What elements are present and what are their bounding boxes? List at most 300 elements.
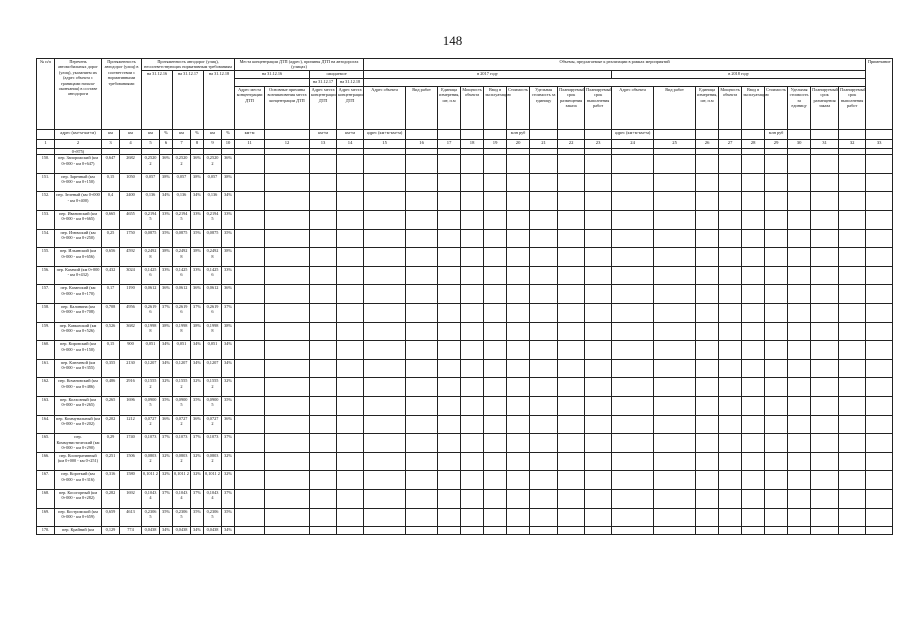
pct-2017: 37% bbox=[191, 434, 204, 453]
empty-cell bbox=[507, 192, 530, 211]
km-2017: 0,0803 2 bbox=[173, 452, 191, 471]
km-2018: 0,2520 2 bbox=[204, 155, 222, 174]
road-name: пер. Колхозный (км 0+000 - км 0+265) bbox=[55, 396, 102, 415]
pct-2017: 38% bbox=[191, 248, 204, 267]
empty-cell bbox=[484, 415, 507, 434]
empty-cell bbox=[235, 508, 265, 527]
empty-cell bbox=[866, 173, 893, 192]
pct-2017: 35% bbox=[191, 229, 204, 248]
empty-cell bbox=[719, 192, 742, 211]
empty-cell bbox=[484, 378, 507, 397]
empty-cell bbox=[406, 341, 438, 360]
pct-2018: 32% bbox=[222, 471, 235, 490]
road-length: 0,708 bbox=[102, 303, 120, 322]
road-length: 0,665 bbox=[102, 211, 120, 230]
column-number: 32 bbox=[839, 139, 866, 148]
km-2017: 0,0875 bbox=[173, 229, 191, 248]
empty-cell bbox=[337, 508, 364, 527]
empty-cell bbox=[765, 452, 788, 471]
pct-2018: 36% bbox=[222, 415, 235, 434]
pct-2016: 34% bbox=[160, 192, 173, 211]
empty-cell bbox=[719, 211, 742, 230]
header-row-units bbox=[37, 129, 893, 139]
empty-cell bbox=[558, 396, 585, 415]
empty-cell bbox=[654, 155, 696, 174]
empty-cell bbox=[654, 527, 696, 535]
km-2017: 0,057 bbox=[173, 173, 191, 192]
empty-cell bbox=[235, 471, 265, 490]
empty-cell bbox=[530, 378, 558, 397]
empty-cell bbox=[406, 434, 438, 453]
km-2018: 0,2194 5 bbox=[204, 211, 222, 230]
empty-cell bbox=[265, 303, 310, 322]
km-2018: 0,0875 bbox=[204, 229, 222, 248]
empty-cell bbox=[696, 341, 719, 360]
empty-cell bbox=[337, 527, 364, 535]
empty-cell bbox=[461, 248, 484, 267]
empty-cell bbox=[811, 434, 839, 453]
empty-cell bbox=[265, 508, 310, 527]
empty-cell bbox=[742, 471, 765, 490]
empty-cell bbox=[235, 434, 265, 453]
empty-cell bbox=[364, 396, 406, 415]
empty-cell bbox=[530, 155, 558, 174]
empty-cell bbox=[438, 452, 461, 471]
empty-cell bbox=[337, 229, 364, 248]
empty-cell bbox=[265, 211, 310, 230]
length-m: 3024 bbox=[120, 266, 142, 285]
road-name: пер. Короткий (км 0+000 - км 0+316) bbox=[55, 471, 102, 490]
empty-cell bbox=[406, 266, 438, 285]
pct-2018: 34% bbox=[222, 192, 235, 211]
pct-2017: 32% bbox=[191, 452, 204, 471]
column-number: 26 bbox=[696, 139, 719, 148]
row-number: 158. bbox=[37, 303, 55, 322]
empty-cell bbox=[585, 415, 612, 434]
empty-cell bbox=[696, 229, 719, 248]
empty-cell bbox=[310, 211, 337, 230]
road-length: 0,202 bbox=[102, 415, 120, 434]
empty-cell bbox=[742, 248, 765, 267]
empty-cell bbox=[461, 229, 484, 248]
empty-cell bbox=[765, 248, 788, 267]
pct-2017: 34% bbox=[191, 341, 204, 360]
empty-cell bbox=[696, 322, 719, 341]
header-year-2018: в 2018 году bbox=[612, 70, 866, 78]
pct-2016: 34% bbox=[160, 341, 173, 360]
empty-cell bbox=[839, 434, 866, 453]
empty-cell bbox=[742, 229, 765, 248]
length-m: 2130 bbox=[120, 359, 142, 378]
empty-cell bbox=[507, 266, 530, 285]
km-2016: 0,0875 bbox=[142, 229, 160, 248]
empty-cell bbox=[337, 173, 364, 192]
row-number: 159. bbox=[37, 322, 55, 341]
empty-cell bbox=[719, 229, 742, 248]
empty-cell bbox=[612, 155, 654, 174]
empty-cell bbox=[484, 452, 507, 471]
empty-cell bbox=[866, 192, 893, 211]
empty-cell bbox=[265, 285, 310, 304]
table-row bbox=[37, 396, 893, 415]
empty-cell bbox=[438, 508, 461, 527]
column-number: 27 bbox=[719, 139, 742, 148]
empty-cell bbox=[866, 285, 893, 304]
empty-cell bbox=[696, 452, 719, 471]
pct-2016: 37% bbox=[160, 489, 173, 508]
header-obj-addr-2017: Адрес объекта bbox=[364, 86, 406, 129]
unit-kmm-3: км+м bbox=[337, 129, 364, 139]
empty-cell bbox=[719, 396, 742, 415]
road-length: 0,647 bbox=[102, 155, 120, 174]
pct-2016: 38% bbox=[160, 322, 173, 341]
column-number: 16 bbox=[406, 139, 438, 148]
empty-cell bbox=[811, 322, 839, 341]
empty-cell bbox=[265, 229, 310, 248]
row-number: 154. bbox=[37, 229, 55, 248]
empty-cell bbox=[235, 285, 265, 304]
empty-cell bbox=[364, 489, 406, 508]
empty-cell bbox=[364, 378, 406, 397]
empty-cell bbox=[558, 285, 585, 304]
empty-cell bbox=[866, 452, 893, 471]
empty-cell bbox=[585, 434, 612, 453]
table-row bbox=[37, 489, 893, 508]
empty-cell bbox=[696, 378, 719, 397]
empty-cell bbox=[654, 285, 696, 304]
km-2018: 0,051 bbox=[204, 341, 222, 360]
road-name: пер. Ивановский (км 0+000 - км 0+665) bbox=[55, 211, 102, 230]
empty-cell bbox=[438, 341, 461, 360]
empty-cell bbox=[461, 452, 484, 471]
empty-cell bbox=[310, 285, 337, 304]
road-register-table bbox=[36, 58, 891, 535]
row-number: 165. bbox=[37, 434, 55, 453]
empty-cell bbox=[364, 266, 406, 285]
header-volume-spacer bbox=[364, 78, 866, 86]
empty-cell bbox=[765, 155, 788, 174]
empty-cell bbox=[507, 415, 530, 434]
road-name: пер. Ильинский (км 0+000 - км 0+656) bbox=[55, 248, 102, 267]
pct-2017: 36% bbox=[191, 415, 204, 434]
empty-cell bbox=[438, 415, 461, 434]
unit-kmm-2: км+м bbox=[310, 129, 337, 139]
empty-cell bbox=[310, 155, 337, 174]
empty-cell bbox=[719, 303, 742, 322]
header-reason: Основные причины возникновения места концентрации ДТП bbox=[265, 86, 310, 129]
header-conc-addr: Адрес места концентрации ДТП bbox=[235, 86, 265, 129]
empty-cell bbox=[839, 285, 866, 304]
empty-cell bbox=[765, 508, 788, 527]
empty-cell bbox=[265, 322, 310, 341]
row-number: 156. bbox=[37, 266, 55, 285]
empty-cell bbox=[719, 285, 742, 304]
km-2017: 0,1073 bbox=[173, 434, 191, 453]
empty-cell bbox=[558, 303, 585, 322]
empty-cell bbox=[866, 155, 893, 174]
empty-cell bbox=[364, 192, 406, 211]
km-2017: 0,1998 8 bbox=[173, 322, 191, 341]
empty-cell bbox=[742, 285, 765, 304]
road-name: пер. Запорожский (км 0+000 - км 0+647) bbox=[55, 155, 102, 174]
empty-cell bbox=[788, 266, 811, 285]
empty-cell bbox=[742, 211, 765, 230]
empty-cell bbox=[696, 508, 719, 527]
empty-cell bbox=[811, 452, 839, 471]
empty-cell bbox=[530, 527, 558, 535]
empty-cell bbox=[337, 489, 364, 508]
row-number: 152. bbox=[37, 192, 55, 211]
column-number: 19 bbox=[484, 139, 507, 148]
empty-cell bbox=[484, 471, 507, 490]
pct-2016: 37% bbox=[160, 434, 173, 453]
empty-cell bbox=[507, 155, 530, 174]
empty-cell bbox=[461, 359, 484, 378]
empty-cell bbox=[265, 471, 310, 490]
empty-cell bbox=[235, 266, 265, 285]
km-2016: 0,2194 5 bbox=[142, 211, 160, 230]
unit-km-1: км bbox=[102, 129, 120, 139]
empty-cell bbox=[765, 192, 788, 211]
km-2018: 0,1043 4 bbox=[204, 489, 222, 508]
empty-cell bbox=[406, 285, 438, 304]
empty-cell bbox=[788, 452, 811, 471]
empty-cell bbox=[337, 415, 364, 434]
pct-2018: 33% bbox=[222, 211, 235, 230]
road-name: пер. Костромской (км 0+000 - км 0+659) bbox=[55, 508, 102, 527]
column-number: 7 bbox=[173, 139, 191, 148]
empty-cell bbox=[839, 155, 866, 174]
pct-2016: 38% bbox=[160, 248, 173, 267]
length-m: 1050 bbox=[120, 173, 142, 192]
empty-cell bbox=[235, 322, 265, 341]
empty-cell bbox=[461, 192, 484, 211]
empty-cell bbox=[719, 378, 742, 397]
empty-cell bbox=[310, 471, 337, 490]
km-2016: 0,1043 4 bbox=[142, 489, 160, 508]
km-2016: 0,0438 bbox=[142, 527, 160, 535]
pct-2016: 36% bbox=[160, 415, 173, 434]
empty-cell bbox=[461, 489, 484, 508]
empty-cell bbox=[438, 489, 461, 508]
empty-cell bbox=[585, 527, 612, 535]
empty-cell bbox=[310, 192, 337, 211]
km-2016: 0,2492 8 bbox=[142, 248, 160, 267]
empty-cell bbox=[310, 229, 337, 248]
pct-2017: 32% bbox=[191, 378, 204, 397]
empty-cell bbox=[265, 527, 310, 535]
empty-cell bbox=[558, 489, 585, 508]
empty-cell bbox=[530, 452, 558, 471]
km-2016: 0,051 bbox=[142, 341, 160, 360]
length-m: 2682 bbox=[120, 155, 142, 174]
empty-cell bbox=[839, 229, 866, 248]
empty-cell bbox=[839, 248, 866, 267]
km-2018: 0,0612 bbox=[204, 285, 222, 304]
empty-cell bbox=[337, 248, 364, 267]
row-number: 150. bbox=[37, 155, 55, 174]
empty-cell bbox=[696, 434, 719, 453]
empty-cell bbox=[265, 192, 310, 211]
header-conc-addr-2018: Адрес места концентрации ДТП bbox=[337, 86, 364, 129]
empty-cell bbox=[839, 266, 866, 285]
empty-cell bbox=[310, 508, 337, 527]
empty-cell bbox=[310, 378, 337, 397]
km-2017: 0,1555 2 bbox=[173, 378, 191, 397]
empty-cell bbox=[696, 471, 719, 490]
pct-2018: 32% bbox=[222, 378, 235, 397]
empty-cell bbox=[585, 508, 612, 527]
pct-2016: 32% bbox=[160, 378, 173, 397]
road-name: пер. Ключевой (км 0+000 - км 0+355) bbox=[55, 359, 102, 378]
pct-2017: 36% bbox=[191, 285, 204, 304]
road-name: пер. Заречный (км 0+000 - км 0+150) bbox=[55, 173, 102, 192]
empty-cell bbox=[765, 434, 788, 453]
empty-cell bbox=[585, 155, 612, 174]
length-m: 4655 bbox=[120, 211, 142, 230]
empty-cell bbox=[612, 508, 654, 527]
empty-cell bbox=[696, 396, 719, 415]
road-length: 0,17 bbox=[102, 285, 120, 304]
table-row bbox=[37, 434, 893, 453]
empty-cell bbox=[558, 508, 585, 527]
empty-cell bbox=[612, 285, 654, 304]
empty-cell bbox=[507, 211, 530, 230]
empty-cell bbox=[654, 248, 696, 267]
empty-cell bbox=[484, 359, 507, 378]
empty-cell bbox=[612, 229, 654, 248]
empty-cell bbox=[507, 173, 530, 192]
header-unit-2018: Единица измерения, шт, п.м bbox=[696, 86, 719, 129]
empty-cell bbox=[438, 434, 461, 453]
column-number: 33 bbox=[866, 139, 893, 148]
empty-cell bbox=[461, 434, 484, 453]
empty-cell bbox=[406, 527, 438, 535]
empty-cell bbox=[406, 378, 438, 397]
length-m: 1212 bbox=[120, 415, 142, 434]
pct-2016: 33% bbox=[160, 211, 173, 230]
km-2018: 0,0438 bbox=[204, 527, 222, 535]
pct-2018: 34% bbox=[222, 527, 235, 535]
empty-cell bbox=[337, 192, 364, 211]
empty-cell bbox=[839, 452, 866, 471]
road-name: пер. Коммунистический (км 0+000 - км 0+290) bbox=[55, 434, 102, 453]
empty-cell bbox=[654, 229, 696, 248]
empty-cell bbox=[364, 508, 406, 527]
empty-cell bbox=[406, 508, 438, 527]
empty-cell bbox=[654, 341, 696, 360]
empty-cell bbox=[839, 489, 866, 508]
pct-2017: 35% bbox=[191, 508, 204, 527]
empty-cell bbox=[530, 396, 558, 415]
empty-cell bbox=[364, 415, 406, 434]
empty-cell bbox=[530, 248, 558, 267]
table-row bbox=[37, 452, 893, 471]
road-name: пер. Кочановский (км 0+000 - км 0+486) bbox=[55, 378, 102, 397]
empty-cell bbox=[484, 396, 507, 415]
pct-2016: 38% bbox=[160, 173, 173, 192]
km-2018: 0,1073 bbox=[204, 434, 222, 453]
empty-cell bbox=[235, 396, 265, 415]
empty-cell bbox=[585, 173, 612, 192]
pct-2016: 32% bbox=[160, 471, 173, 490]
empty-cell bbox=[484, 266, 507, 285]
header-number: № п/п bbox=[37, 59, 55, 130]
empty-cell bbox=[811, 229, 839, 248]
empty-cell bbox=[612, 452, 654, 471]
empty-cell bbox=[696, 415, 719, 434]
empty-cell bbox=[612, 322, 654, 341]
empty-cell bbox=[788, 303, 811, 322]
empty-cell bbox=[839, 508, 866, 527]
length-m: 1692 bbox=[120, 489, 142, 508]
empty-cell bbox=[585, 303, 612, 322]
km-2017: 0,2194 5 bbox=[173, 211, 191, 230]
empty-cell bbox=[612, 341, 654, 360]
empty-cell bbox=[839, 303, 866, 322]
column-number: 17 bbox=[438, 139, 461, 148]
empty-cell bbox=[612, 489, 654, 508]
empty-cell bbox=[310, 489, 337, 508]
empty-cell bbox=[406, 192, 438, 211]
empty-cell bbox=[811, 248, 839, 267]
row-number: 164. bbox=[37, 415, 55, 434]
header-length: Протяженность автодорог (улиц) в соответствии с нормативными требованиями bbox=[102, 59, 142, 130]
column-number: 3 bbox=[102, 139, 120, 148]
empty-cell bbox=[742, 155, 765, 174]
empty-cell bbox=[742, 341, 765, 360]
empty-cell bbox=[310, 396, 337, 415]
empty-cell bbox=[765, 415, 788, 434]
empty-cell bbox=[811, 396, 839, 415]
km-2016: 0,2306 5 bbox=[142, 508, 160, 527]
empty-cell bbox=[438, 378, 461, 397]
empty-cell bbox=[839, 322, 866, 341]
km-2018: 0,0727 2 bbox=[204, 415, 222, 434]
empty-cell bbox=[654, 303, 696, 322]
empty-cell bbox=[461, 396, 484, 415]
empty-cell bbox=[788, 229, 811, 248]
empty-cell bbox=[310, 303, 337, 322]
empty-cell bbox=[719, 471, 742, 490]
km-2018: 0,136 bbox=[204, 192, 222, 211]
empty-cell bbox=[337, 359, 364, 378]
column-number: 5 bbox=[142, 139, 160, 148]
empty-cell bbox=[839, 527, 866, 535]
empty-cell bbox=[406, 322, 438, 341]
empty-cell bbox=[585, 452, 612, 471]
empty-cell bbox=[612, 396, 654, 415]
unit-km-3: км bbox=[142, 129, 160, 139]
table-row bbox=[37, 322, 893, 341]
column-number: 14 bbox=[337, 139, 364, 148]
empty-cell bbox=[654, 173, 696, 192]
page-number: 148 bbox=[442, 33, 463, 48]
empty-cell bbox=[866, 322, 893, 341]
road-length: 0,659 bbox=[102, 508, 120, 527]
empty-cell bbox=[788, 489, 811, 508]
empty-cell bbox=[719, 359, 742, 378]
empty-cell bbox=[811, 471, 839, 490]
empty-cell bbox=[866, 489, 893, 508]
empty-cell bbox=[235, 359, 265, 378]
empty-cell bbox=[866, 471, 893, 490]
km-2016: 0,1425 6 bbox=[142, 266, 160, 285]
row-number: 168. bbox=[37, 489, 55, 508]
empty-cell bbox=[507, 489, 530, 508]
pct-2018: 38% bbox=[222, 322, 235, 341]
unit-km-2: км bbox=[120, 129, 142, 139]
